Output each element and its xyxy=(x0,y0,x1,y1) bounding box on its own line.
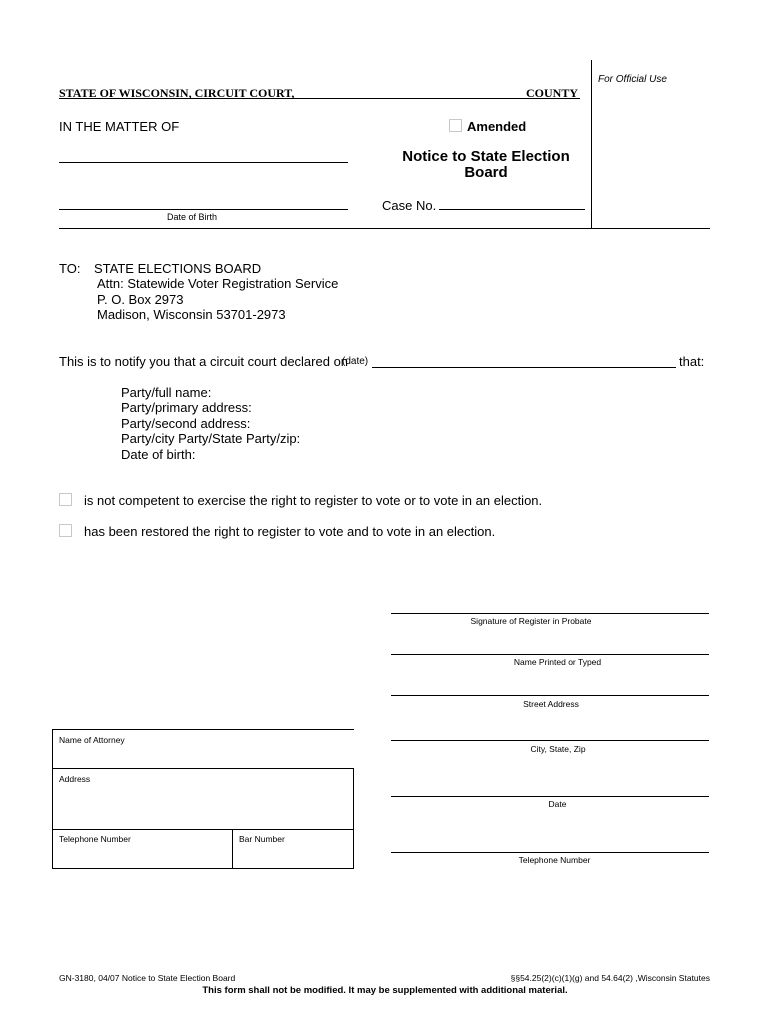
form-id: GN-3180, 04/07 Notice to State Election Board xyxy=(59,973,236,983)
not-competent-checkbox[interactable] xyxy=(59,493,72,506)
official-use-divider xyxy=(591,60,592,228)
name-printed-label: Name Printed or Typed xyxy=(513,657,602,667)
not-competent-text: is not competent to exercise the right to register to vote or to vote in an election. xyxy=(84,493,543,508)
recipient-po-box: P. O. Box 2973 xyxy=(97,292,184,307)
form-title-line2: Board xyxy=(464,164,508,181)
recipient-city: Madison, Wisconsin 53701-2973 xyxy=(97,307,286,322)
attorney-box-top xyxy=(52,729,354,730)
party-city-state-zip-label: Party/city Party/State Party/zip: xyxy=(121,431,301,446)
telephone-label: Telephone Number xyxy=(518,855,591,865)
amended-label: Amended xyxy=(467,119,527,134)
court-title: STATE OF WISCONSIN, CIRCUIT COURT, xyxy=(59,86,295,100)
telephone-line[interactable] xyxy=(391,852,709,853)
city-state-zip-label: City, State, Zip xyxy=(530,744,586,754)
attorney-info-box xyxy=(52,729,354,869)
modification-notice: This form shall not be modified. It may be supplemented with additional material. xyxy=(202,985,568,996)
name-of-attorney-field[interactable]: Name of Attorney xyxy=(59,735,125,745)
county-label: COUNTY xyxy=(526,86,579,100)
street-address-label: Street Address xyxy=(523,699,579,709)
court-header-line xyxy=(59,98,580,99)
notice-intro: This is to notify you that a circuit court declared on xyxy=(59,354,349,369)
bar-number-field[interactable]: Bar Number xyxy=(239,834,285,844)
recipient-name: STATE ELECTIONS BOARD xyxy=(94,261,262,276)
party-second-address-label: Party/second address: xyxy=(121,416,251,431)
signature-label: Signature of Register in Probate xyxy=(470,616,592,626)
attorney-box-divider-2 xyxy=(52,829,354,830)
to-label: TO: xyxy=(59,261,81,276)
amended-checkbox[interactable] xyxy=(449,119,462,132)
official-use-label: For Official Use xyxy=(598,74,667,85)
attorney-telephone-field[interactable]: Telephone Number xyxy=(59,834,131,844)
attorney-box-divider-1 xyxy=(52,768,354,769)
caption-bottom-rule xyxy=(59,228,710,229)
party-date-of-birth-label: Date of birth: xyxy=(121,447,196,462)
date-of-birth-label: Date of Birth xyxy=(167,212,218,222)
that-label: that: xyxy=(679,354,705,369)
city-state-zip-line[interactable] xyxy=(391,740,709,741)
form-title-line1: Notice to State Election xyxy=(402,148,570,165)
party-primary-address-label: Party/primary address: xyxy=(121,400,252,415)
name-printed-line[interactable] xyxy=(391,654,709,655)
declared-date-line[interactable] xyxy=(372,367,676,368)
date-label: Date xyxy=(548,799,567,809)
attorney-box-right-edge xyxy=(353,768,354,869)
case-no-line[interactable] xyxy=(439,209,585,210)
in-the-matter-of-label: IN THE MATTER OF xyxy=(59,119,180,134)
form-title xyxy=(386,149,586,181)
case-no-label: Case No. xyxy=(382,198,437,213)
statute-reference: §§54.25(2)(c)(1)(g) and 54.64(2) ,Wisconsin Statutes xyxy=(510,973,710,983)
street-address-line[interactable] xyxy=(391,695,709,696)
attorney-address-field[interactable]: Address xyxy=(59,774,91,784)
restored-checkbox[interactable] xyxy=(59,524,72,537)
date-hint: (date) xyxy=(342,356,369,367)
recipient-attn: Attn: Statewide Voter Registration Service xyxy=(97,276,339,291)
attorney-box-divider-v xyxy=(232,829,233,869)
restored-text: has been restored the right to register to vote and to vote in an election. xyxy=(84,524,496,539)
matter-name-line[interactable] xyxy=(59,162,348,163)
date-of-birth-line[interactable] xyxy=(59,209,348,210)
date-line[interactable] xyxy=(391,796,709,797)
party-full-name-label: Party/full name: xyxy=(121,385,212,400)
signature-line[interactable] xyxy=(391,613,709,614)
